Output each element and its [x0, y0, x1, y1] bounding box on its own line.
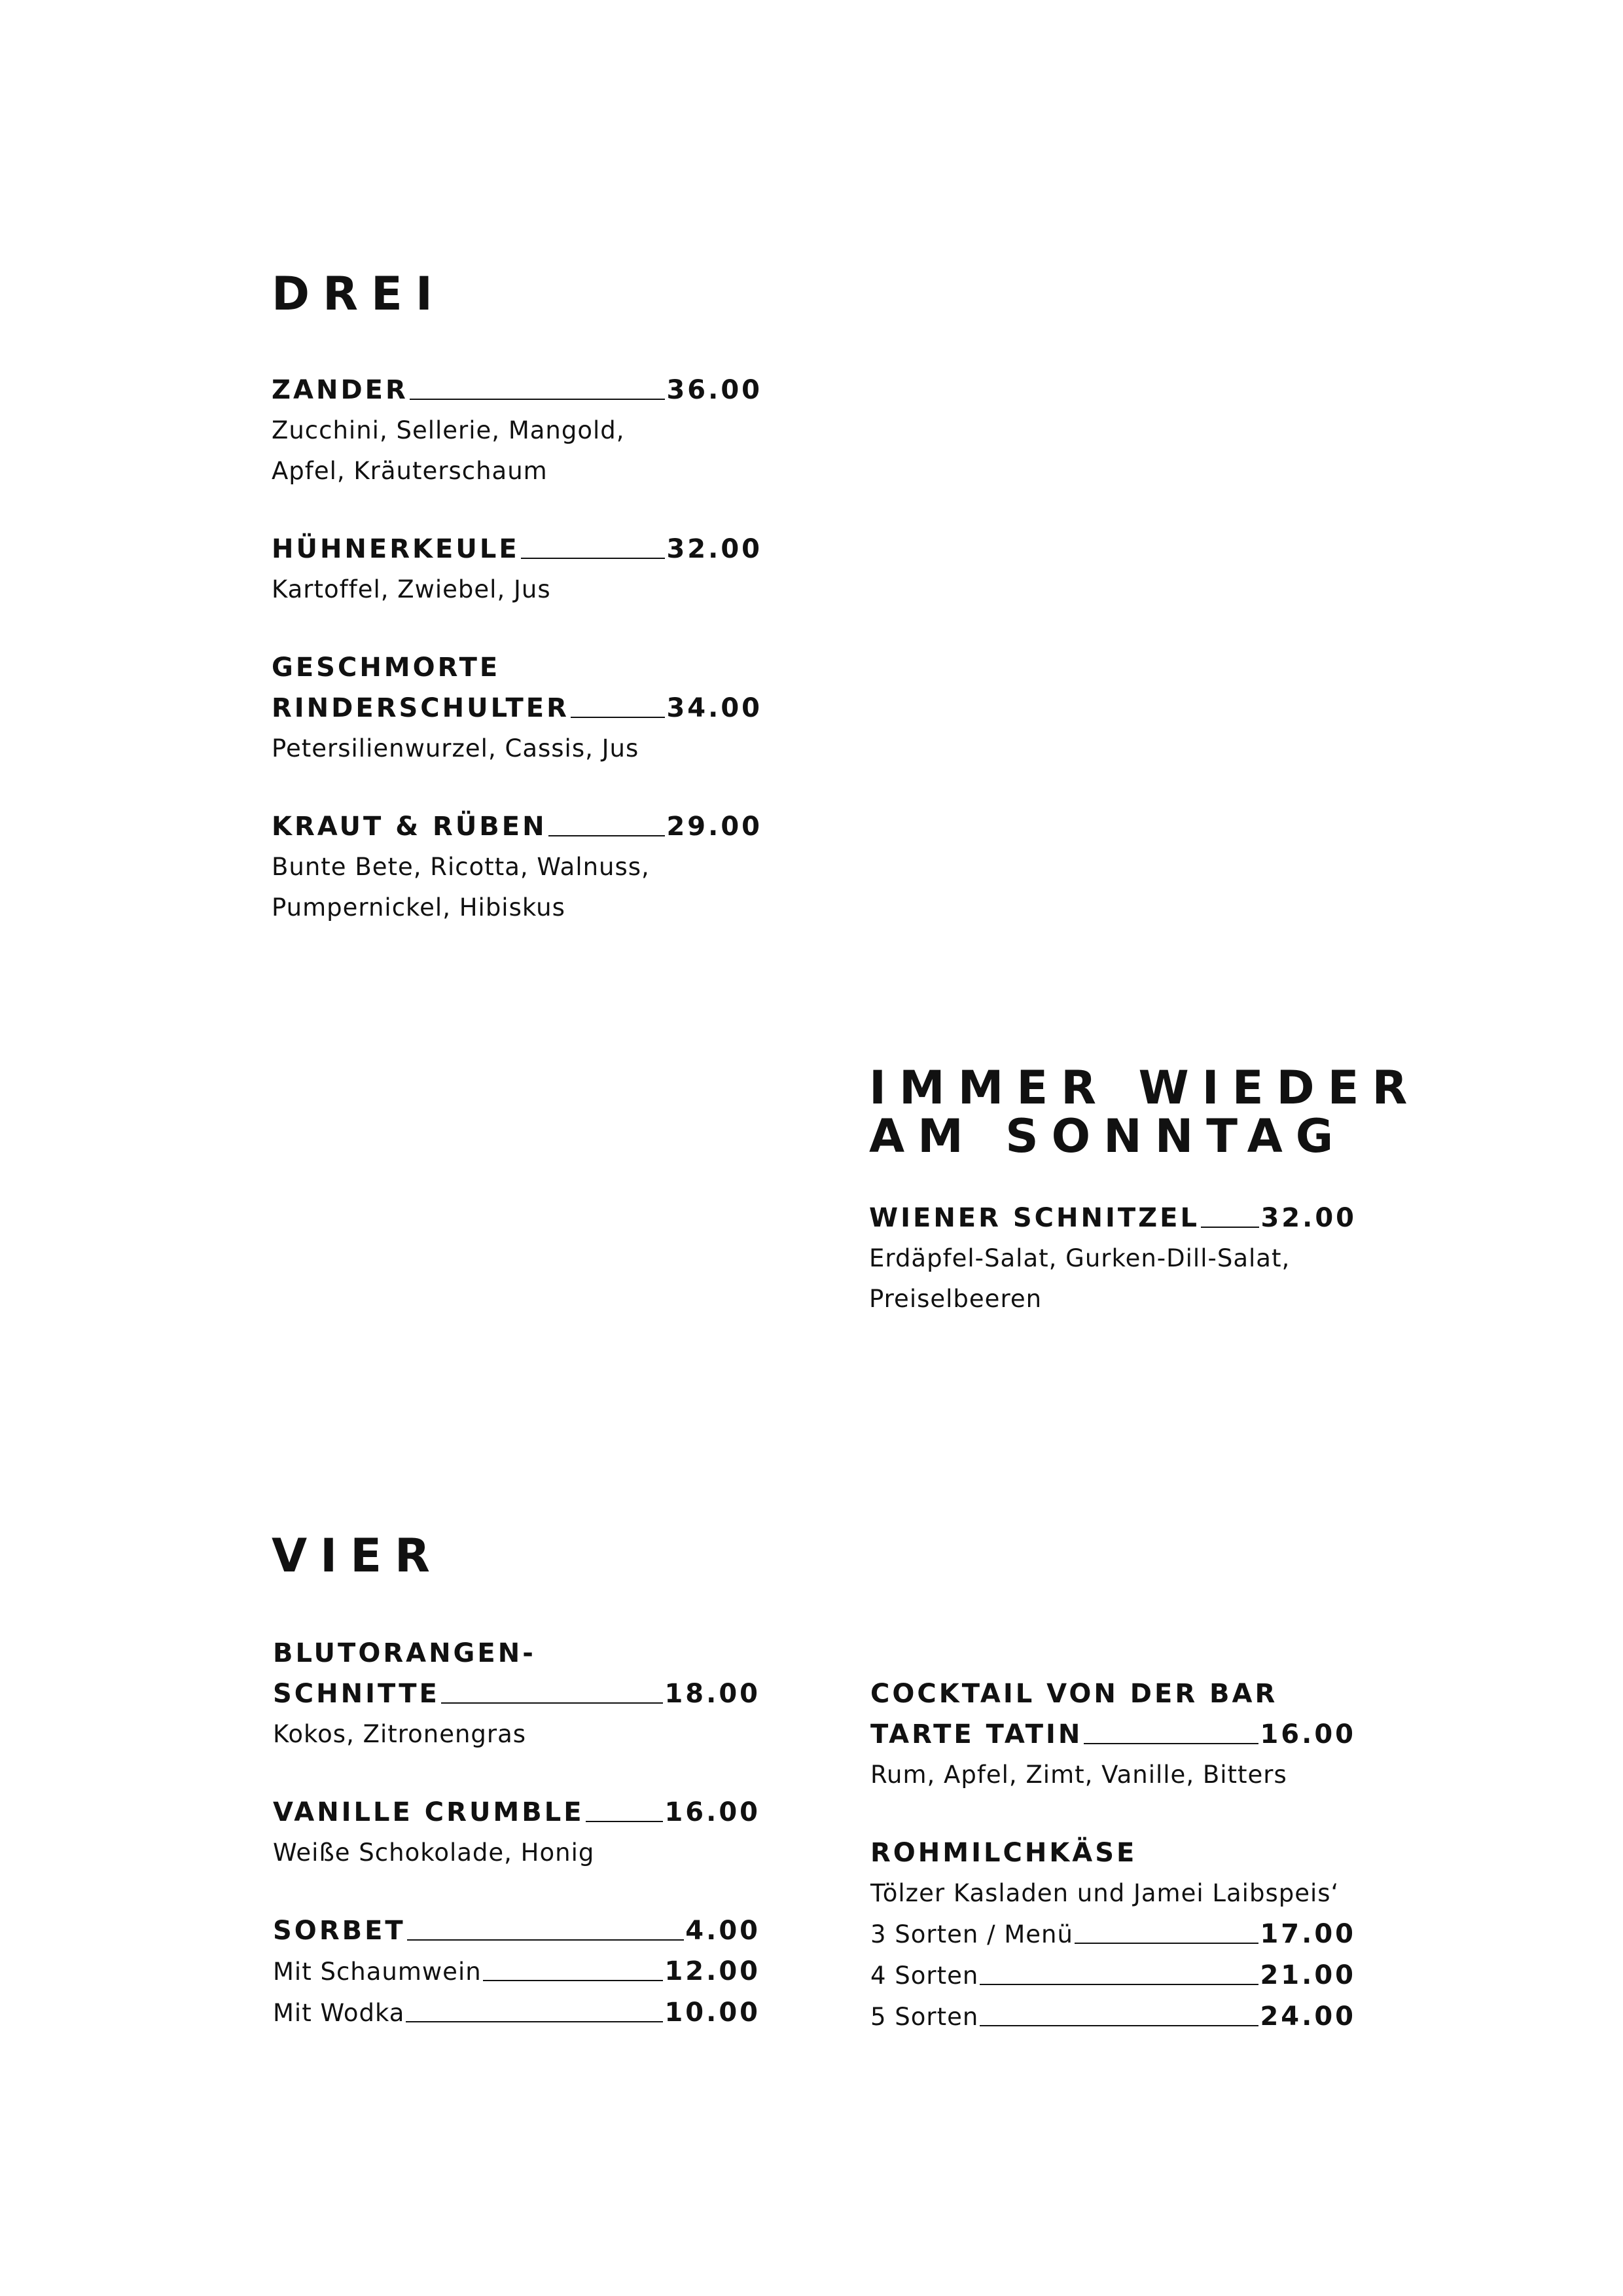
- item-description: Petersilienwurzel, Cassis, Jus: [272, 734, 639, 762]
- item-name: KRAUT & RÜBEN: [272, 812, 547, 842]
- leader-line: [483, 1980, 664, 1981]
- option-row: [870, 1955, 1356, 1996]
- option-label: 5 Sorten: [870, 2003, 979, 2031]
- item-name: ZANDER: [272, 375, 408, 405]
- item-row: [272, 806, 762, 847]
- menu-item-rohmilchkaese: [870, 1833, 1356, 2037]
- section-title-sonntag-line2: AM SONNTAG: [869, 1109, 1347, 1163]
- leader-line: [548, 835, 666, 836]
- option-row: [273, 1992, 760, 2034]
- menu-item-wiener-schnitzel: [869, 1198, 1357, 1319]
- item-name: SCHNITTE: [273, 1679, 440, 1709]
- item-name-line1: COCKTAIL VON DER BAR: [870, 1679, 1278, 1709]
- item-price: 4.00: [685, 1916, 760, 1946]
- item-description: Rum, Apfel, Zimt, Vanille, Bitters: [870, 1761, 1287, 1789]
- item-description: Pumpernickel, Hibiskus: [272, 893, 565, 922]
- option-label: 4 Sorten: [870, 1962, 979, 1990]
- option-label: Mit Schaumwein: [273, 1958, 482, 1986]
- item-description: Bunte Bete, Ricotta, Walnuss,: [272, 853, 650, 881]
- sonntag-menu: [869, 1198, 1357, 1357]
- leader-line: [1075, 1943, 1259, 1944]
- leader-line: [407, 1939, 685, 1941]
- item-row: [273, 1792, 760, 1833]
- item-price: 34.00: [666, 693, 762, 723]
- item-row: [869, 1198, 1357, 1238]
- item-name-line1: BLUTORANGEN-: [273, 1638, 536, 1668]
- item-price: 16.00: [1260, 1719, 1356, 1749]
- item-description: Zucchini, Sellerie, Mangold,: [272, 416, 625, 444]
- leader-line: [1201, 1227, 1260, 1228]
- menu-item-rinderschulter: [272, 647, 762, 769]
- leader-line: [586, 1821, 664, 1822]
- section-title-drei: DREI: [272, 267, 446, 321]
- option-row: [870, 1914, 1356, 1955]
- item-name: VANILLE CRUMBLE: [273, 1797, 584, 1827]
- item-description: Preiselbeeren: [869, 1285, 1043, 1313]
- item-description: Erdäpfel-Salat, Gurken-Dill-Salat,: [869, 1244, 1291, 1272]
- item-name: WIENER SCHNITZEL: [869, 1203, 1200, 1233]
- menu-item-vanille-crumble: [273, 1792, 760, 1873]
- item-row: [273, 1674, 760, 1714]
- item-name: SORBET: [273, 1916, 406, 1946]
- item-price: 16.00: [664, 1797, 760, 1827]
- item-price: 29.00: [666, 812, 762, 842]
- item-name: TARTE TATIN: [870, 1719, 1083, 1749]
- option-label: Mit Wodka: [273, 1999, 405, 2027]
- option-price: 24.00: [1260, 2001, 1356, 2032]
- item-row: [273, 1910, 760, 1951]
- section-title-sonntag-line1: IMMER WIEDER: [869, 1061, 1421, 1115]
- item-row: [272, 688, 762, 728]
- item-price: 32.00: [1260, 1203, 1357, 1233]
- option-row: [870, 1996, 1356, 2037]
- vier-menu-left: [273, 1633, 760, 2071]
- leader-line: [406, 2021, 663, 2022]
- item-price: 18.00: [664, 1679, 760, 1709]
- item-description: Apfel, Kräuterschaum: [272, 457, 548, 485]
- menu-item-kraut-rueben: [272, 806, 762, 928]
- option-row: [273, 1951, 760, 1992]
- item-price: 36.00: [666, 375, 762, 405]
- item-name: ROHMILCHKÄSE: [870, 1838, 1137, 1868]
- item-description: Weiße Schokolade, Honig: [273, 1839, 595, 1867]
- item-row: [272, 529, 762, 569]
- leader-line: [980, 2025, 1258, 2026]
- item-name: HÜHNERKEULE: [272, 534, 520, 564]
- option-label: 3 Sorten / Menü: [870, 1920, 1073, 1948]
- option-price: 17.00: [1260, 1919, 1356, 1949]
- section-title-vier: VIER: [272, 1529, 443, 1583]
- menu-item-sorbet: [273, 1910, 760, 2034]
- menu-item-huehnerkeule: [272, 529, 762, 610]
- leader-line: [521, 558, 666, 559]
- menu-item-zander: [272, 370, 762, 492]
- item-name-line1: GESCHMORTE: [272, 653, 501, 683]
- item-description: Tölzer Kasladen und Jamei Laibspeis‘: [870, 1879, 1340, 1907]
- item-row: [870, 1714, 1356, 1755]
- vier-menu-right: [870, 1674, 1356, 2075]
- leader-line: [410, 399, 666, 400]
- option-price: 21.00: [1260, 1960, 1356, 1990]
- item-name: RINDERSCHULTER: [272, 693, 569, 723]
- item-description: Kokos, Zitronengras: [273, 1720, 527, 1748]
- option-price: 12.00: [664, 1956, 760, 1986]
- item-row: [272, 370, 762, 410]
- leader-line: [980, 1984, 1258, 1985]
- leader-line: [571, 717, 666, 718]
- leader-line: [441, 1702, 664, 1704]
- option-price: 10.00: [664, 1998, 760, 2028]
- leader-line: [1084, 1743, 1258, 1744]
- drei-menu: [272, 370, 762, 965]
- item-description: Kartoffel, Zwiebel, Jus: [272, 575, 551, 603]
- item-price: 32.00: [666, 534, 762, 564]
- menu-item-blutorangen-schnitte: [273, 1633, 760, 1755]
- menu-item-tarte-tatin: [870, 1674, 1356, 1795]
